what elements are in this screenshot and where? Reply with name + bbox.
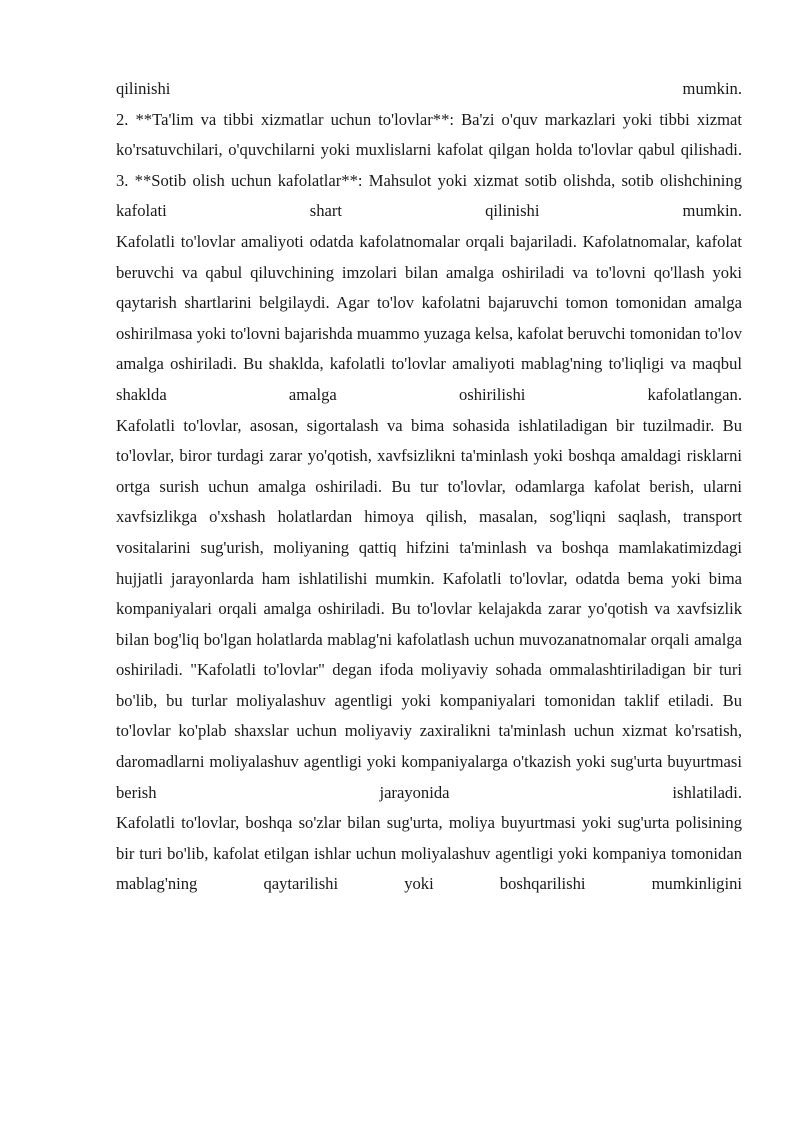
list-item-education-medical: 2. **Ta'lim va tibbi xizmatlar uchun to'lovlar**: Ba'zi o'quv markazlari yoki tibbi xizmat ko'rsatuvchilari, o'quvchilarni yoki muxlislarni kafolat qilgan holda to'lovlar qabul qilishadi.: [116, 109, 742, 160]
paragraph-guarantee-practice: Kafolatli to'lovlar amaliyoti odatda kafolatnomalar orqali bajariladi. Kafolatnomalar, kafolat beruvchi va qabul qiluvchining imzolari bilan amalga oshiriladi va to'lovni qo'llash yoki qaytarish shartlarini belgilaydi. Agar to'lov kafolatni bajaruvchi tomon tomonidan amalga oshirilmasa yoki to'lovni bajarishda muammo yuzaga kelsa, kafolat beruvchi tomonidan to'lov amalga oshiriladi. Bu shaklda, kafolatli to'lovlar amaliyoti mablag'ning to'liqligi va maqbul shaklda amalga oshirilishi kafolatlangan.: [116, 231, 742, 404]
paragraph-insurance-definition: Kafolatli to'lovlar, boshqa so'zlar bilan sug'urta, moliya buyurtmasi yoki sug'urta polisining bir turi bo'lib, kafolat etilgan ishlar uchun moliyalashuv agentligi yoki kompaniya tomonidan mablag'ning qaytarilishi yoki boshqarilishi mumkinligini: [116, 813, 742, 894]
paragraph-continuation: qilinishi mumkin.: [116, 79, 742, 98]
list-item-purchase-guarantees: 3. **Sotib olish uchun kafolatlar**: Mahsulot yoki xizmat sotib olishda, sotib olishchining kafolati shart qilinishi mumkin.: [116, 170, 742, 221]
paragraph-insurance-structure: Kafolatli to'lovlar, asosan, sigortalash va bima sohasida ishlatiladigan bir tuzilmadir. Bu to'lovlar, biror turdagi zarar yo'qotish, xavfsizlikni ta'minlash yoki boshqa amaldagi risklarni ortga surish uchun amalga oshiriladi. Bu tur to'lovlar, odamlarga kafolat berish, ularni xavfsizlikga o'xshash holatlardan himoya qilish, masalan, sog'liqni saqlash, transport vositalarini sug'urish, moliyaning qattiq hifzini ta'minlash va boshqa mamlakatimizdagi hujjatli jarayonlarda ham ishlatilishi mumkin. Kafolatli to'lovlar, odatda bema yoki bima kompaniyalari orqali amalga oshiriladi. Bu to'lovlar kelajakda zarar yo'qotish va xavfsizlik bilan bog'liq bo'lgan holatlarda mablag'ni kafolatlash uchun muvozanatnomalar orqali amalga oshiriladi. "Kafolatli to'lovlar" degan ifoda moliyaviy sohada ommalashtiriladigan bir turi bo'lib, bu turlar moliyalashuv agentligi yoki kompaniyalari tomonidan taklif etiladi. Bu to'lovlar ko'plab shaxslar uchun moliyaviy zaxiralikni ta'minlash uchun xizmat ko'rsatish, daromadlarni moliyalashuv agentligi yoki kompaniyalarga o'tkazish yoki sug'urta buyurtmasi berish jarayonida ishlatiladi.: [116, 415, 742, 802]
document-body: [116, 74, 742, 900]
